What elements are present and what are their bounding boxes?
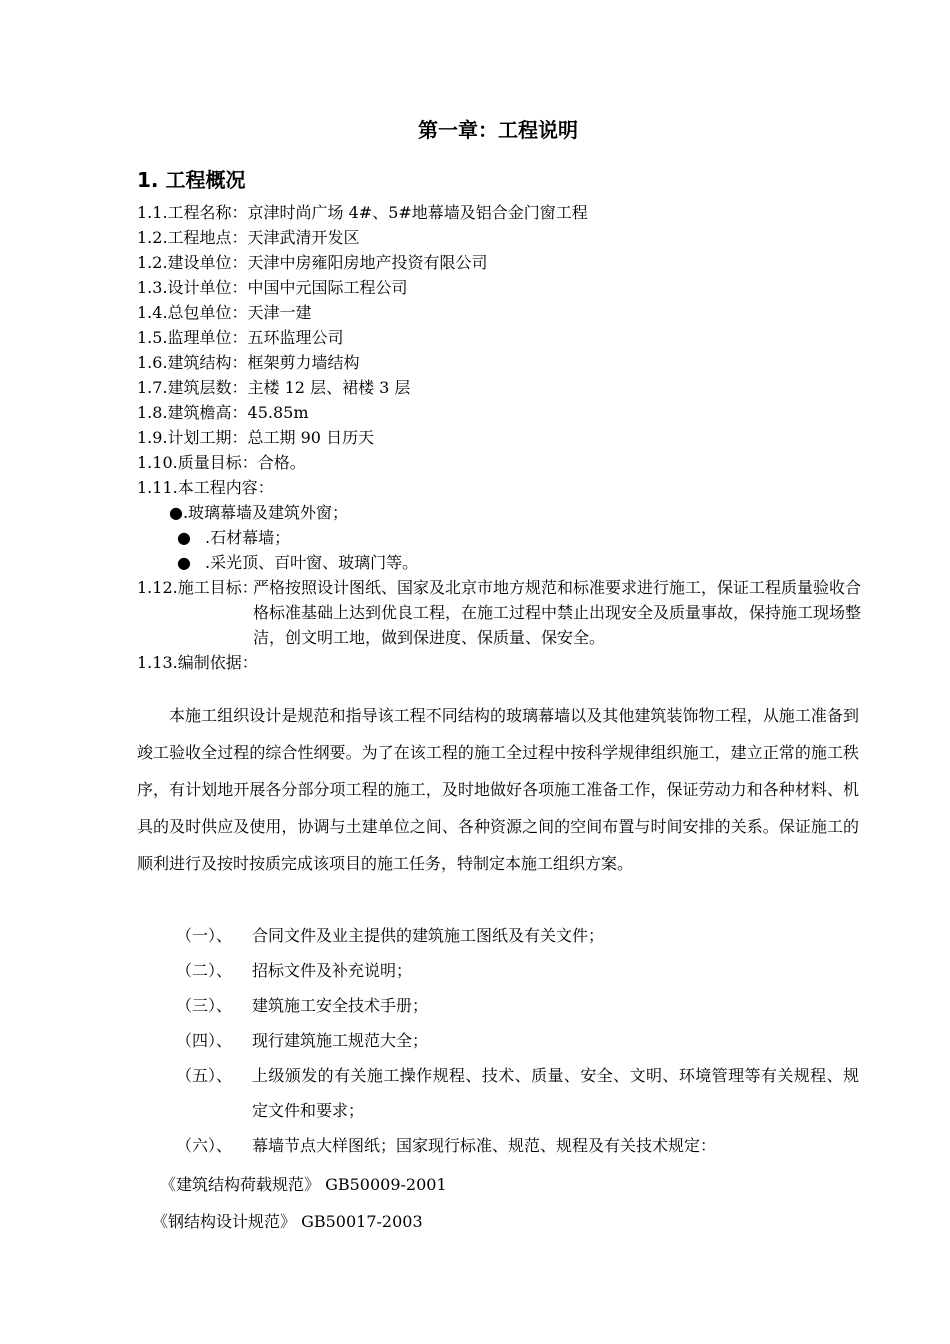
list-number: （四）、 [176, 1031, 233, 1050]
list-item [176, 1058, 859, 1128]
info-item: 1.5.监理单位：五环监理公司 [137, 328, 344, 347]
bullet-text: .石材幕墙； [205, 528, 291, 547]
list-text: 招标文件及补充说明； [252, 961, 413, 980]
info-item: 1.9.计划工期：总工期 90 日历天 [137, 428, 375, 447]
info-item: 1.11.本工程内容： [137, 478, 274, 497]
info-item: 1.7.建筑层数：主楼 12 层、裙楼 3 层 [137, 378, 411, 397]
construction-goal [137, 575, 861, 650]
info-item: 1.8.建筑檐高：45.85m [137, 403, 309, 422]
bullet-dot-icon: ● [177, 553, 191, 572]
basis-list [176, 918, 859, 1163]
bullet-item [137, 500, 861, 525]
bullet-item [137, 525, 861, 550]
list-text: 上级颁发的有关施工操作规程、技术、质量、安全、文明、环境管理等有关规程、规定文件和要求； [252, 1066, 859, 1120]
info-item: 1.6.建筑结构：框架剪力墙结构 [137, 353, 360, 372]
info-item: 1.1.工程名称：京津时尚广场 4#、5#地幕墙及铝合金门窗工程 [137, 203, 588, 222]
list-text: 现行建筑施工规范大全； [252, 1031, 429, 1050]
list-text: 合同文件及业主提供的建筑施工图纸及有关文件； [252, 926, 605, 945]
basis-paragraph: 本施工组织设计是规范和指导该工程不同结构的玻璃幕墙以及其他建筑装饰物工程，从施工准备到竣工验收全过程的综合性纲要。为了在该工程的施工全过程中按科学规律组织施工，建立正常的施工秩序，有计划地开展各分部分项工程的施工，及时地做好各项施工准备工作，保证劳动力和各种材料、机具的及时供应及使用，协调与土建单位之间、各种资源之间的空间布置与时间安排的关系。保证施工的顺利进行及按时按质完成该项目的施工任务，特制定本施工组织方案。 [137, 706, 859, 873]
list-number: （一）、 [176, 926, 233, 945]
bullet-item [137, 550, 861, 575]
list-text: 幕墙节点大样图纸；国家现行标准、规范、规程及有关技术规定： [252, 1136, 717, 1155]
bullet-dot-icon: ● [177, 528, 191, 547]
list-item [176, 953, 859, 988]
info-item: 1.2.工程地点：天津武清开发区 [137, 228, 360, 247]
standard-reference: 《钢结构设计规范》 GB50017-2003 [152, 1212, 423, 1231]
goal-label: 1.12.施工目标： [137, 578, 258, 597]
info-item: 1.4.总包单位：天津一建 [137, 303, 312, 322]
list-number: （五）、 [176, 1066, 233, 1085]
list-item [176, 1128, 859, 1163]
info-item: 1.2.建设单位：天津中房雍阳房地产投资有限公司 [137, 253, 488, 272]
info-item: 1.10.质量目标：合格。 [137, 453, 306, 472]
list-text: 建筑施工安全技术手册； [252, 996, 429, 1015]
list-item [176, 988, 859, 1023]
bullet-text: .采光顶、百叶窗、玻璃门等。 [205, 553, 419, 572]
list-item [176, 918, 859, 953]
list-number: （六）、 [176, 1136, 233, 1155]
list-number: （二）、 [176, 961, 233, 980]
list-number: （三）、 [176, 996, 233, 1015]
section-heading: 1. 工程概况 [137, 168, 246, 192]
chapter-title: 第一章：工程说明 [418, 118, 578, 142]
bullet-text: ●.玻璃幕墙及建筑外窗； [169, 503, 349, 522]
basis-label: 1.13.编制依据： [137, 653, 258, 672]
info-item: 1.3.设计单位：中国中元国际工程公司 [137, 278, 408, 297]
list-item [176, 1023, 859, 1058]
goal-text: 严格按照设计图纸、国家及北京市地方规范和标准要求进行施工，保证工程质量验收合格标准基础上达到优良工程，在施工过程中禁止出现安全及质量事故，保持施工现场整洁，创文明工地，做到保进度、保质量、保安全。 [253, 578, 862, 647]
project-info-list [137, 200, 861, 675]
standard-reference: 《建筑结构荷载规范》 GB50009-2001 [160, 1175, 447, 1194]
